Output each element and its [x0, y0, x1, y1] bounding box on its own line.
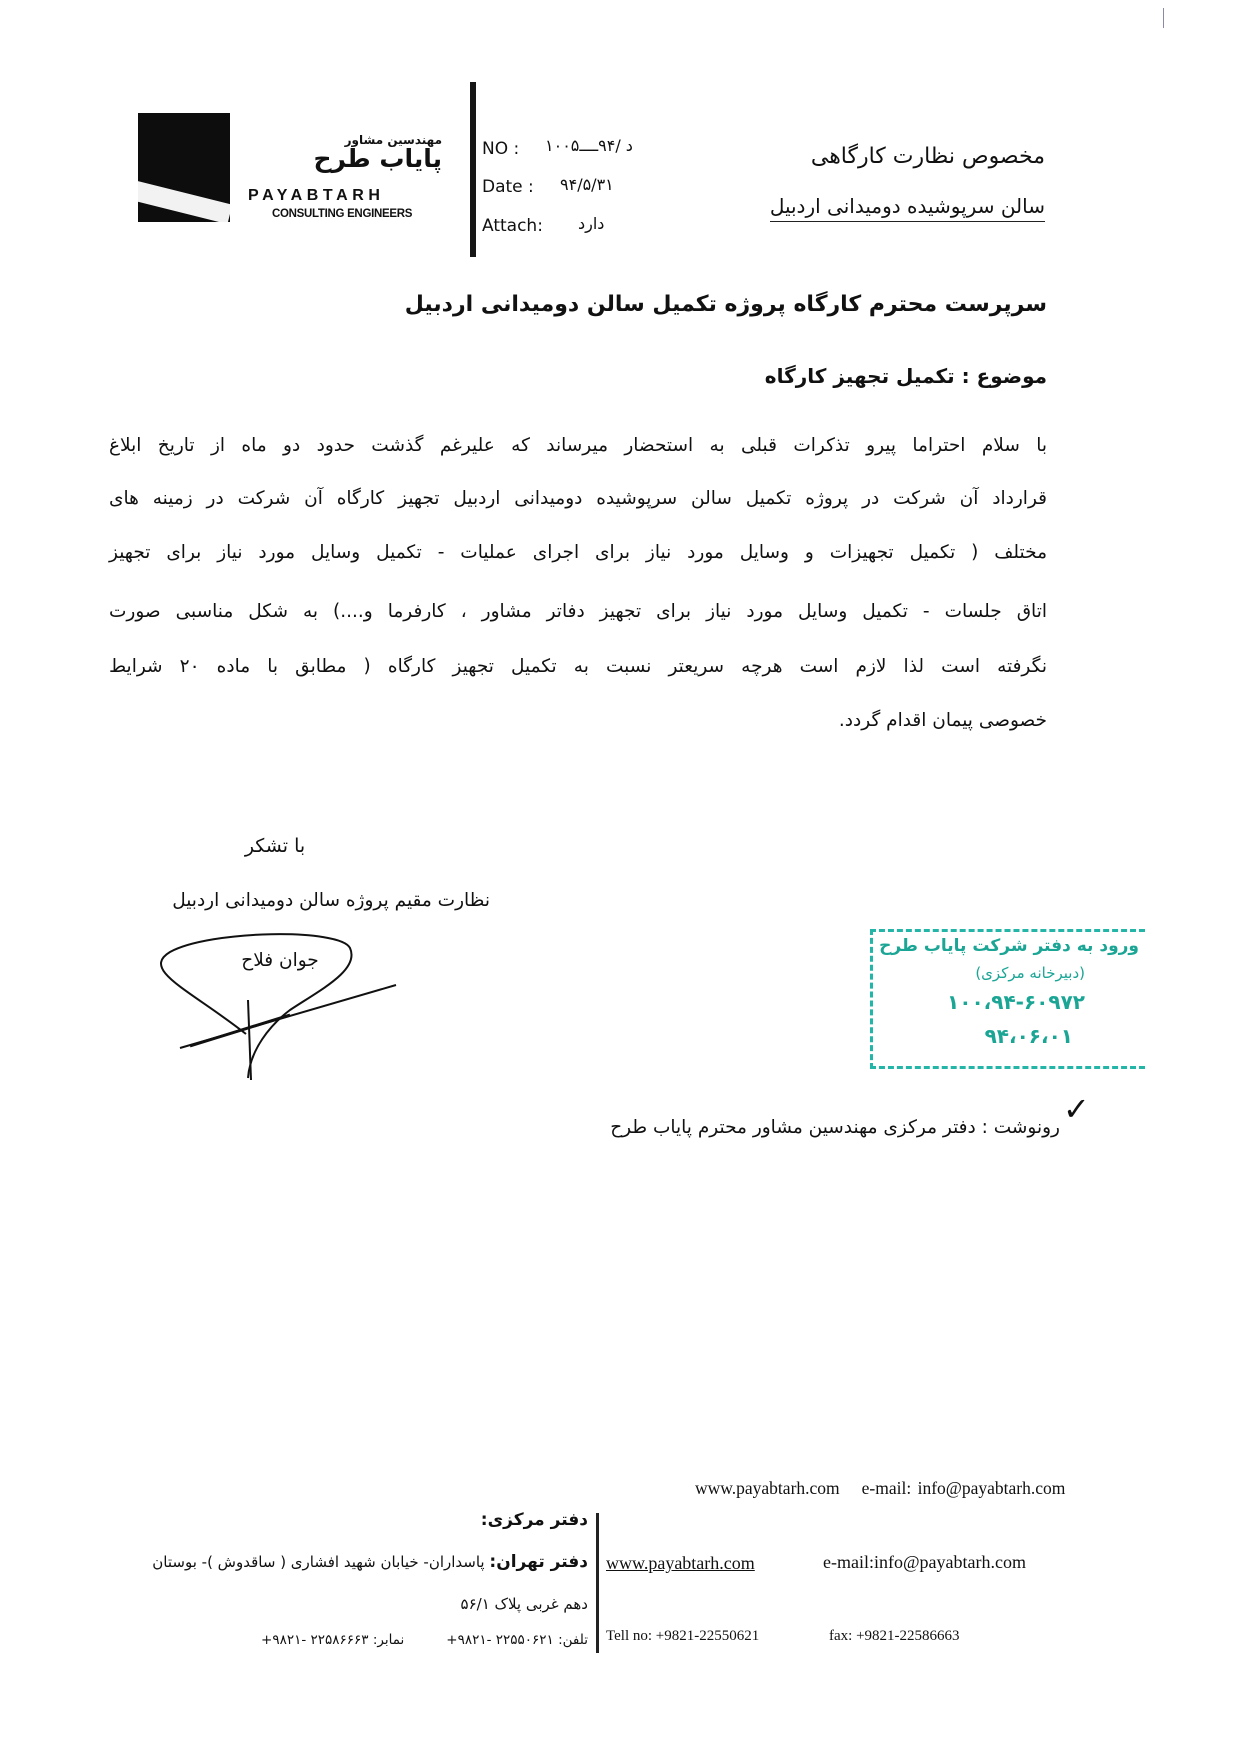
section-title: مخصوص نظارت کارگاهی — [810, 144, 1045, 169]
body-line: مختلف ( تکمیل تجهیزات و وسایل مورد نیاز برای اجرای عملیات - تکمیل وسایل مورد نیاز برای تجهیز — [109, 542, 1047, 563]
date-label: Date : — [482, 177, 534, 197]
scan-mark — [1163, 8, 1164, 28]
recipient-heading: سرپرست محترم کارگاه پروژه تکمیل سالن دومیدانی اردبیل — [404, 292, 1047, 317]
footer-telephone: Tell no: +9821-22550621 — [606, 1628, 760, 1644]
footer-website-link[interactable]: www.payabtarh.com — [606, 1553, 755, 1573]
stamp-text: (دبیرخانه مرکزی) — [975, 964, 1085, 982]
cc-line: رونوشت : دفتر مرکزی مهندسین مشاور محترم پایاب طرح — [610, 1117, 1060, 1138]
signer-name: جوان فلاح — [241, 950, 319, 971]
logo-stripe — [138, 179, 230, 222]
logo-english-subtitle: CONSULTING ENGINEERS — [272, 208, 413, 220]
closing-text: با تشکر — [244, 835, 306, 857]
footer-fax: fax: +9821-22586663 — [829, 1628, 960, 1644]
footer-email[interactable]: e-mail:info@payabtarh.com — [823, 1552, 1027, 1572]
attachment-value: دارد — [578, 214, 605, 233]
body-line: نگرفته است لذا لازم است هرچه سریعتر نسبت به تکمیل تجهیز کارگاه ( مطابق با ماده ۲۰ شرایط — [109, 656, 1047, 677]
logo-persian-subtitle: مهندسین مشاور — [344, 133, 442, 147]
logo-persian-name: پایاب طرح — [313, 144, 442, 173]
date-value: ۹۴/۵/۳۱ — [560, 175, 614, 194]
footer-divider — [596, 1513, 599, 1653]
footer-top-web[interactable]: www.payabtarh.com — [695, 1478, 840, 1498]
header-divider — [470, 82, 476, 257]
signer-title: نظارت مقیم پروژه سالن دومیدانی اردبیل — [172, 890, 490, 911]
letter-number-value: د /۹۴ــــ۱۰۰۵ — [545, 136, 633, 155]
logo-english-name: PAYABTARH — [248, 187, 385, 204]
head-office-label: دفتر مرکزی: — [480, 1510, 588, 1530]
tehran-address-text: پاسداران- خیابان شهید افشاری ( ساقدوش )- بوستان — [152, 1553, 485, 1571]
address-line-2: دهم غربی پلاک ۵۶/۱ — [460, 1595, 588, 1613]
company-logo-mark — [138, 113, 230, 222]
tehran-address — [152, 1552, 588, 1572]
fax-value: ۲۲۵۸۶۶۶۳ -۹۸۲۱+ — [261, 1632, 369, 1648]
stamp-number: ۱۰۰،۹۴-۶۰۹۷۲ — [947, 990, 1085, 1014]
phone-fax-line — [261, 1632, 588, 1648]
fax-label: نمابر: — [372, 1632, 405, 1648]
body-line: اتاق جلسات - تکمیل وسایل مورد نیاز برای تجهیز دفاتر مشاور ، کارفرما و....) به شکل مناسبی صورت — [109, 601, 1047, 622]
phone-value: ۲۲۵۵۰۶۲۱ -۹۸۲۱+ — [446, 1632, 554, 1648]
receipt-stamp — [870, 929, 1145, 1069]
attachment-label: Attach: — [482, 216, 543, 236]
body-line: خصوصی پیمان اقدام گردد. — [838, 710, 1047, 731]
letter-number-label: NO : — [482, 139, 520, 159]
section-subtitle: سالن سرپوشیده دومیدانی اردبیل — [770, 194, 1045, 222]
stamp-text: ورود به دفتر شرکت پایاب طرح — [879, 936, 1139, 956]
body-line: با سلام احتراما پیرو تذکرات قبلی به استحضار میرساند که علیرغم گذشت حدود دو ماه از تاریخ ابلاغ — [109, 435, 1047, 456]
tehran-office-label: دفتر تهران: — [489, 1552, 588, 1572]
footer-top-email[interactable]: e-mail: info@payabtarh.com — [861, 1478, 1066, 1498]
body-line: قرارداد آن شرکت در پروژه تکمیل سالن سرپوشیده دومیدانی اردبیل تجهیز کارگاه آن شرکت در زمینه های — [109, 488, 1047, 509]
footer-contact-top — [695, 1478, 1065, 1499]
stamp-date: ۹۴،۰۶،۰۱ — [984, 1024, 1073, 1048]
phone-label: تلفن: — [558, 1632, 588, 1648]
subject-line: موضوع : تکمیل تجهیز کارگاه — [764, 364, 1047, 388]
checkmark-icon: ✓ — [1063, 1090, 1090, 1128]
